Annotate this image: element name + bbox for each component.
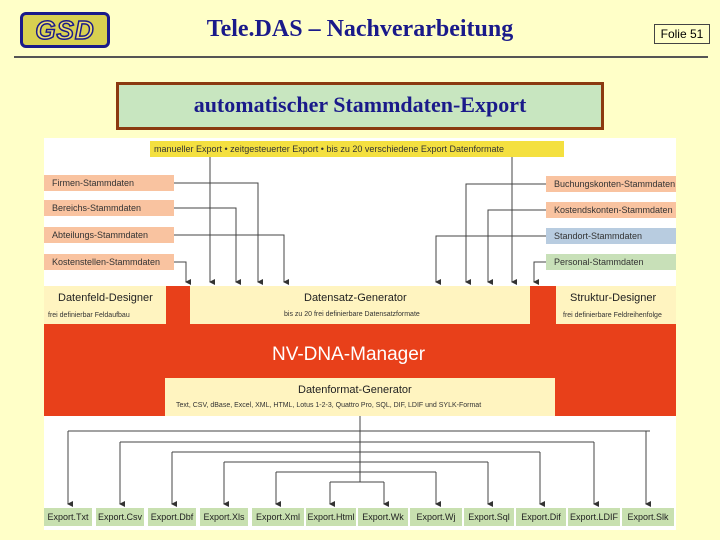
export-csv: Export.Csv xyxy=(96,508,144,526)
export-slk: Export.Slk xyxy=(622,508,674,526)
datenfeld-designer-title: Datenfeld-Designer xyxy=(58,292,153,304)
export-wj: Export.Wj xyxy=(410,508,462,526)
datensatz-generator-sub: bis zu 20 frei definierbare Datensatzformate xyxy=(284,311,420,318)
export-wk: Export.Wk xyxy=(358,508,408,526)
datenfeld-designer-sub: frei definierbar Feldaufbau xyxy=(48,312,130,319)
export-html: Export.Html xyxy=(306,508,356,526)
source-standort: Standort-Stammdaten xyxy=(546,228,676,244)
export-options-bar: manueller Export • zeitgesteuerter Export • bis zu 20 verschiedene Export Datenformate xyxy=(150,141,564,157)
source-kostendskonten: Kostendskonten-Stammdaten xyxy=(546,202,676,218)
datenformat-generator-title: Datenformat-Generator xyxy=(298,384,412,396)
export-sql: Export.Sql xyxy=(464,508,514,526)
slide-title: Tele.DAS – Nachverarbeitung xyxy=(206,16,514,42)
export-xml: Export.Xml xyxy=(252,508,304,526)
nv-dna-manager-label: NV-DNA-Manager xyxy=(272,344,426,365)
export-dbf: Export.Dbf xyxy=(148,508,196,526)
subtitle-text: automatischer Stammdaten-Export xyxy=(193,92,527,117)
source-bereichs: Bereichs-Stammdaten xyxy=(44,200,174,216)
source-kostenstellen: Kostenstellen-Stammdaten xyxy=(44,254,174,270)
export-txt: Export.Txt xyxy=(44,508,92,526)
source-firmen: Firmen-Stammdaten xyxy=(44,175,174,191)
source-personal: Personal-Stammdaten xyxy=(546,254,676,270)
datensatz-generator-title: Datensatz-Generator xyxy=(304,292,407,304)
slide-number: Folie 51 xyxy=(654,24,710,44)
logo-text: GSD xyxy=(35,14,95,45)
export-ldif: Export.LDIF xyxy=(568,508,620,526)
export-dif: Export.Dif xyxy=(516,508,566,526)
struktur-designer-sub: frei definierbare Feldreihenfolge xyxy=(563,312,662,319)
datenformat-generator-sub: Text, CSV, dBase, Excel, XML, HTML, Lotus 1-2-3, Quattro Pro, SQL, DIF, LDIF und SYLK-Format xyxy=(176,402,482,409)
source-abteilungs: Abteilungs-Stammdaten xyxy=(44,227,174,243)
struktur-designer-title: Struktur-Designer xyxy=(570,292,657,304)
source-buchungskonten: Buchungskonten-Stammdaten xyxy=(546,176,676,192)
export-xls: Export.Xls xyxy=(200,508,248,526)
